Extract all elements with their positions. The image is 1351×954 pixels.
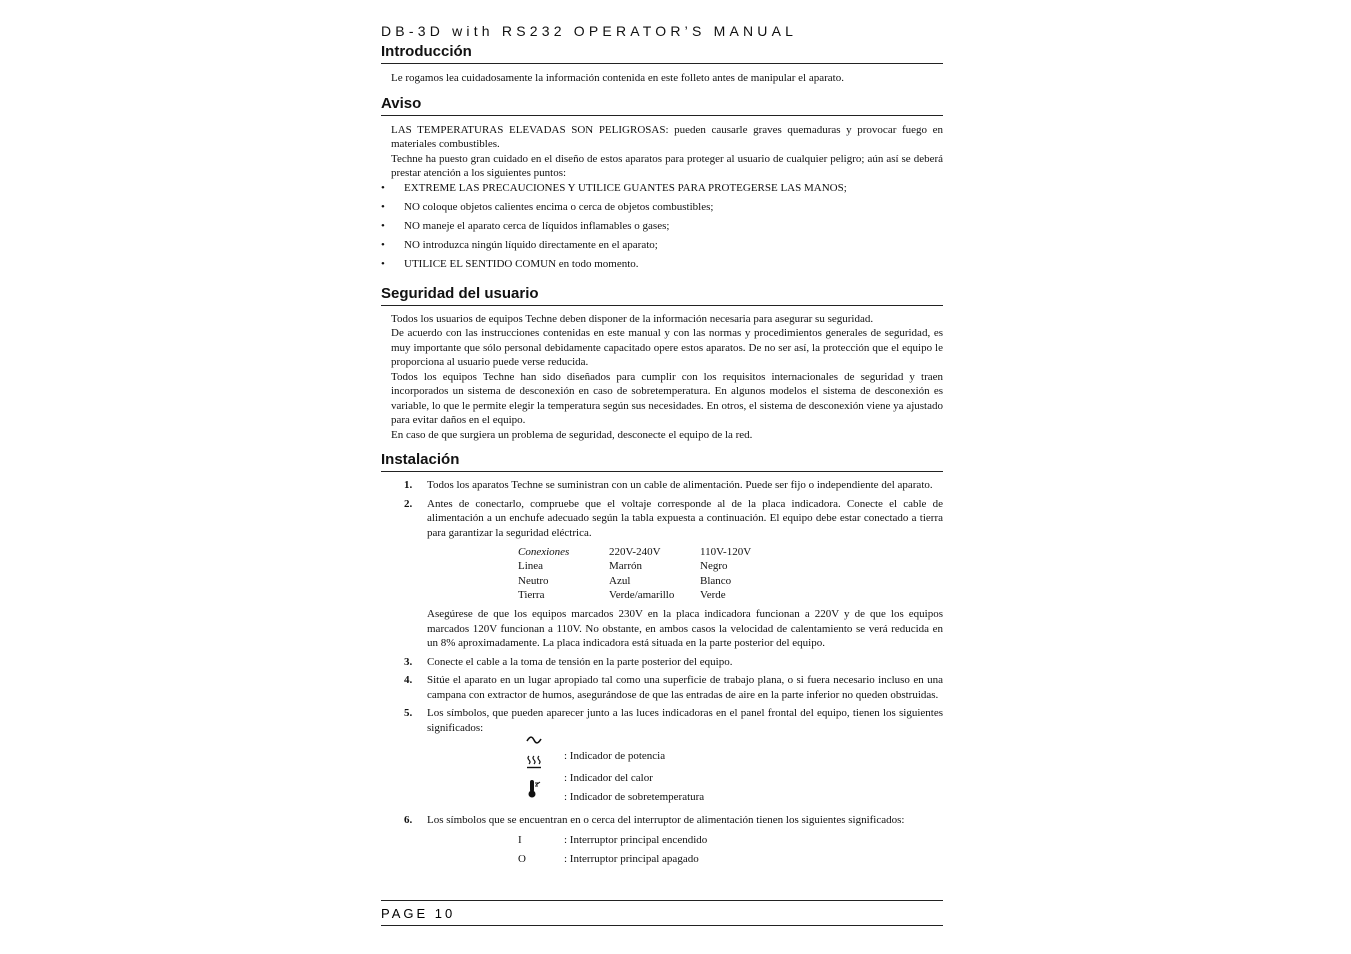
table-header-cell: 220V-240V [609,546,661,559]
section-heading-seguridad: Seguridad del usuario [381,282,943,306]
section-seguridad [381,282,943,443]
step-number: 5. [404,707,413,720]
indicator-labels [564,749,704,812]
step-item [381,673,943,702]
table-row [518,588,751,602]
step-text: Conecte el cable a la toma de tensión en la parte posterior del equipo. [427,655,733,668]
bullet-text: EXTREME LAS PRECAUCIONES Y UTILICE GUANTES PARA PROTEGERSE LAS MANOS; [404,181,847,194]
table-cell: Neutro [518,574,549,587]
aviso-body [381,116,943,181]
bullet-item [381,181,943,200]
aviso-bullet-list [381,181,943,276]
switch-label: : Interruptor principal apagado [564,852,699,865]
section-introduccion [381,40,943,86]
step-text: Antes de conectarlo, compruebe que el voltaje corresponde al de la placa indicadora. Conecte el cable de alimentación a un enchufe adecuado según la tabla expuesta a continuación. El equipo debe estar conectado a tierra para garantizar la seguridad eléctrica. [427,497,943,539]
section-instalacion [381,448,943,871]
bullet-item [381,257,943,276]
step-number: 2. [404,497,413,510]
heat-icon [524,753,544,779]
step-text: Sitúe el aparato en un lugar apropiado tal como una superficie de trabajo plana, o si fuera necesario incluso en una campana con extractor de humos, asegurándose de que las entradas de aire en la parte inferior no queden obstruidas. [427,674,943,701]
step-item [381,497,943,651]
seguridad-paragraph: En caso de que surgiera un problema de seguridad, desconecte el equipo de la red. [391,428,753,441]
manual-page [381,22,943,877]
connections-table [518,545,751,602]
indicator-label: : Indicador de potencia [564,750,666,763]
step-text: Todos los aparatos Techne se suministran con un cable de alimentación. Puede ser fijo o independiente del aparato. [427,479,933,491]
thermometer-icon [524,779,544,801]
step-item [381,813,943,871]
table-cell: Verde/amarillo [609,588,675,601]
section-heading-aviso: Aviso [381,92,943,116]
table-cell: Tierra [518,588,545,601]
seguridad-paragraph: Todos los usuarios de equipos Techne deben disponer de la información necesaria para asegurar su seguridad. [391,312,874,325]
intro-paragraph: Le rogamos lea cuidadosamente la información contenida en este folleto antes de manipular el aparato. [391,72,844,84]
indicator-label: : Indicador de sobretemperatura [564,791,705,804]
aviso-paragraph: Techne ha puesto gran cuidado en el diseño de estos aparatos para proteger al usuario de cualquier peligro; aún así se deberá prestar atención a los siguientes puntos: [391,152,943,179]
table-header-row [518,545,751,559]
page-number: PAGE 10 [381,906,456,921]
switch-symbol-row [518,833,943,852]
intro-body [381,64,943,86]
bullet-item [381,219,943,238]
indicator-label: : Indicador del calor [564,772,653,785]
section-aviso [381,92,943,276]
bullet-text: NO coloque objetos calientes encima o cerca de objetos combustibles; [404,200,714,213]
table-header-cell: Conexiones [518,546,570,559]
table-row [518,574,751,588]
aviso-paragraph: LAS TEMPERATURAS ELEVADAS SON PELIGROSAS: pueden causarle graves quemaduras y provocar fuego en materiales combustibles. [391,123,943,150]
switch-symbol: I [518,833,522,846]
indicator-symbols [518,735,943,809]
bullet-dot: • [381,219,385,232]
table-row [518,559,751,573]
seguridad-paragraph: De acuerdo con las instrucciones contenidas en este manual y con las normas y procedimientos generales de seguridad, es muy importante que sólo personal debidamente capacitado opere estos aparatos. De no ser así, la protección que el equipo le proporciona al usuario puede verse reducida. [391,327,943,368]
bullet-dot: • [381,257,385,270]
bullet-text: NO maneje el aparato cerca de líquidos inflamables o gases; [404,219,670,232]
table-cell: Verde [700,588,726,601]
bullet-dot: • [381,181,385,194]
step-number: 1. [404,479,413,491]
installation-steps [381,472,943,871]
bullet-item [381,238,943,257]
switch-label: : Interruptor principal encendido [564,833,708,846]
running-header: DB-3D with RS232 OPERATOR’S MANUAL [381,23,798,39]
step-text: Los símbolos que se encuentran en o cerca del interruptor de alimentación tienen los siguientes significados: [427,814,905,827]
switch-symbol: O [518,852,526,865]
step-text: Los símbolos, que pueden aparecer junto a las luces indicadoras en el panel frontal del equipo, tienen los siguientes significados: [427,707,943,734]
bullet-dot: • [381,200,385,213]
page-footer [381,900,943,926]
step-item [381,706,943,809]
bullet-dot: • [381,238,385,251]
table-cell: Negro [700,560,728,573]
step-item [381,655,943,670]
section-heading-introduccion: Introducción [381,40,943,64]
section-heading-instalacion: Instalación [381,448,943,472]
table-cell: Linea [518,560,544,573]
step-item [381,478,943,493]
step-number: 6. [404,814,413,827]
table-cell: Marrón [609,560,642,573]
table-cell: Azul [609,574,631,587]
step-number: 3. [404,655,413,668]
seguridad-paragraph: Todos los equipos Techne han sido diseñados para cumplir con los requisitos internacionales de seguridad y traen incorporados un sistema de desconexión en caso de sobretemperatura. En algunos modelos el sistema de desconexión es variable, lo que le permite elegir la temperatura según sus necesidades. En otros, el sistema de desconexión viene ya ajustado para evitar daños en el equipo. [391,370,943,426]
bullet-text: NO introduzca ningún líquido directamente en el aparato; [404,238,658,251]
step-number: 4. [404,674,413,687]
indicator-icons [524,735,544,801]
bullet-item [381,200,943,219]
table-cell: Blanco [700,574,732,587]
switch-symbol-row [518,852,943,871]
power-wave-icon [524,735,544,753]
seguridad-body [381,306,943,443]
step-note: Asegúrese de que los equipos marcados 230V en la placa indicadora funcionan a 220V y de que los equipos marcados 120V funcionan a 110V. No obstante, en ambos casos la velocidad de calentamiento se verá reducida en un 8% aproximadamente. La placa indicadora está situada en la parte posterior del equipo. [427,608,943,650]
table-header-cell: 110V-120V [700,546,752,559]
bullet-text: UTILICE EL SENTIDO COMUN en todo momento. [404,257,639,270]
